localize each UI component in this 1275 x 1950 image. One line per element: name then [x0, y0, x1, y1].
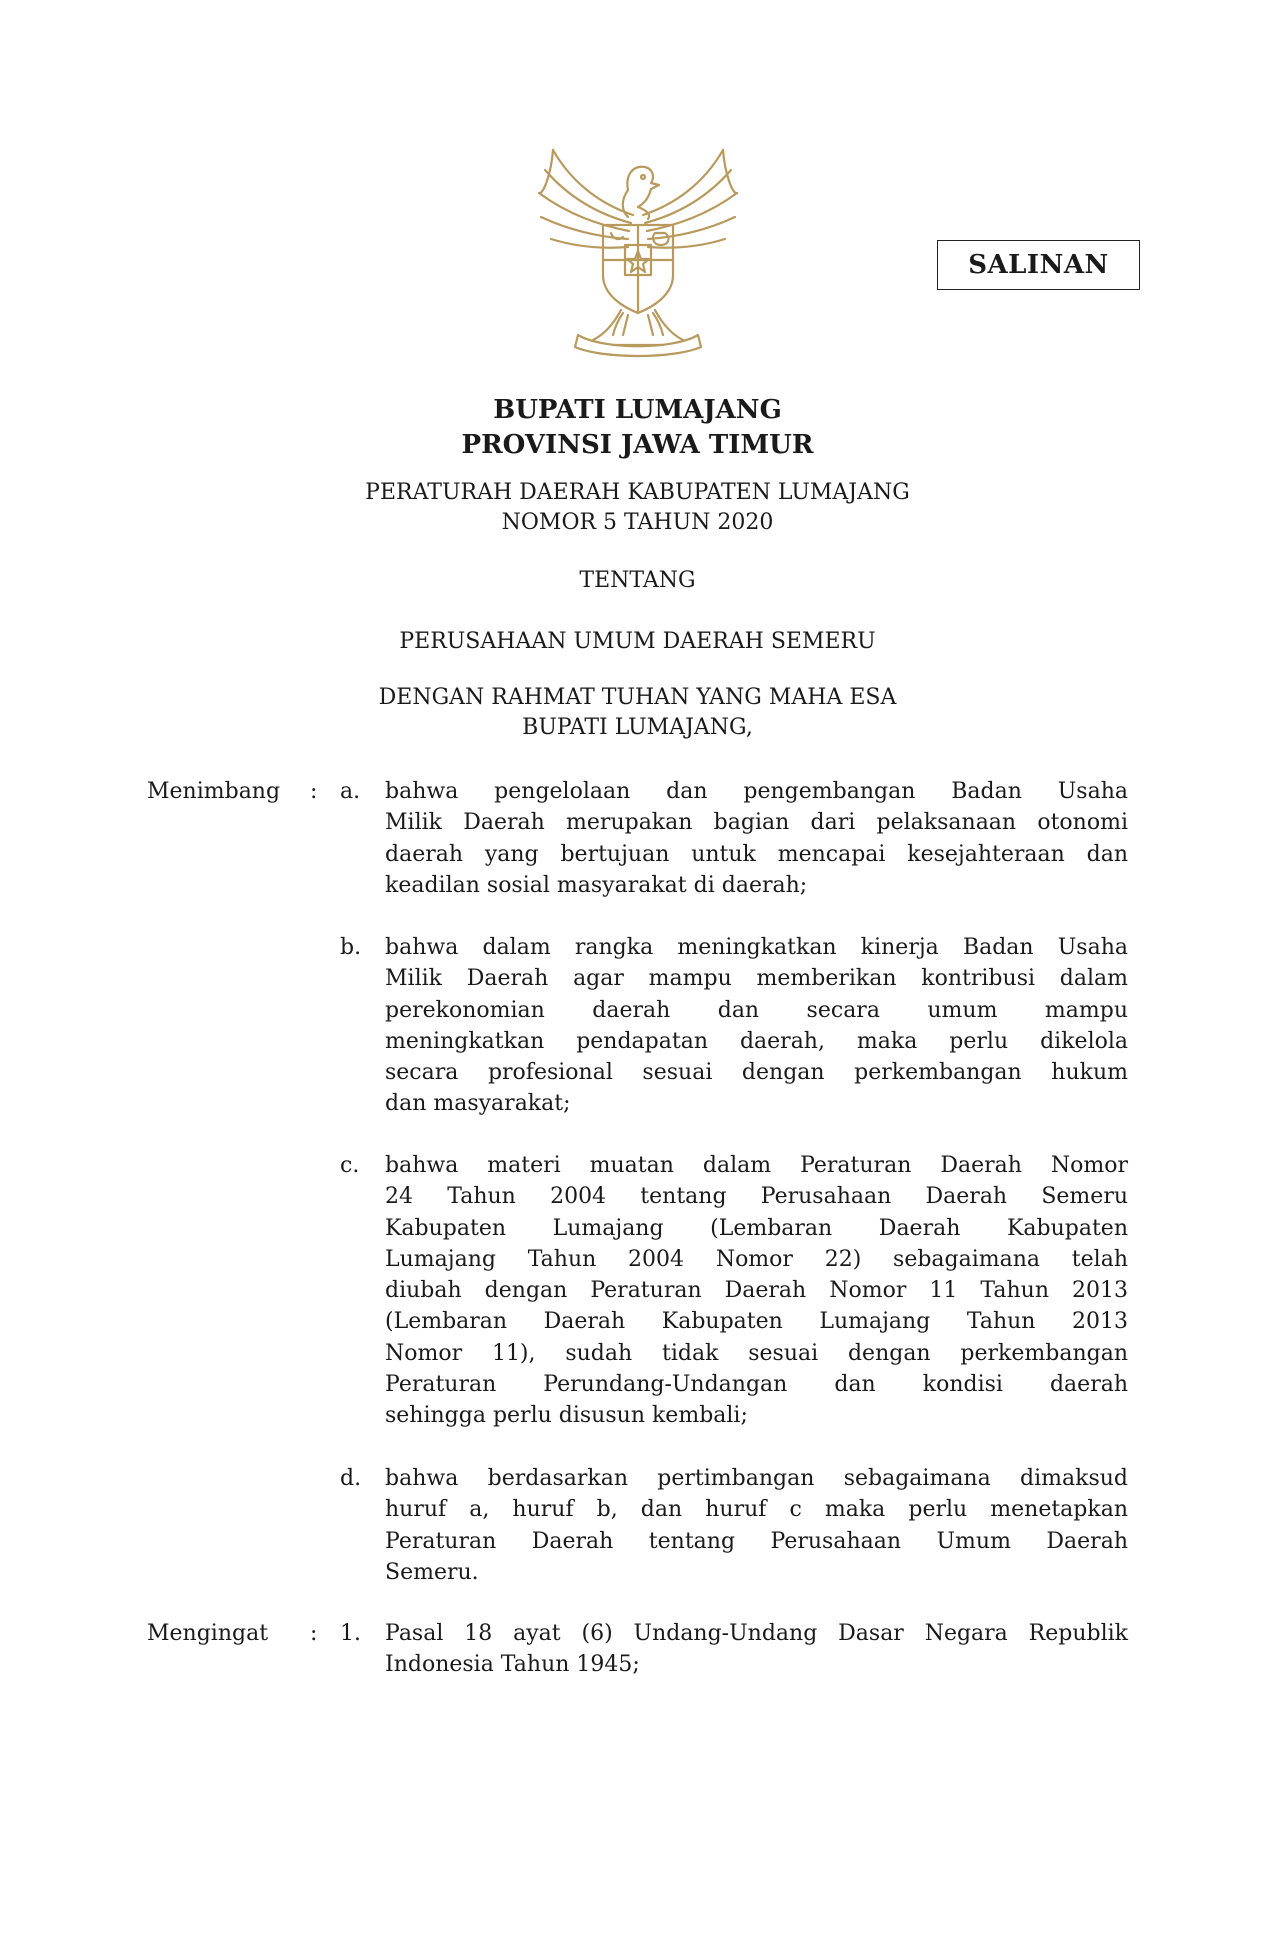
paragraph-line: bahwa materi muatan dalam Peraturan Daerah Nomor	[385, 1153, 1128, 1178]
paragraph-line: daerah yang bertujuan untuk mencapai kesejahteraan dan	[385, 841, 1128, 867]
menimbang-item-c	[385, 1150, 1128, 1432]
paragraph-line: meningkatkan pendapatan daerah, maka perlu dikelola	[385, 1028, 1128, 1054]
paragraph-line: Indonesia Tahun 1945;	[385, 1652, 640, 1678]
garuda-emblem-icon	[533, 145, 743, 365]
paragraph-line: Peraturan Daerah tentang Perusahaan Umum Daerah	[385, 1528, 1128, 1554]
paragraph-line: Pasal 18 ayat (6) Undang-Undang Dasar Negara Republik	[385, 1621, 1128, 1646]
mengingat-label: Mengingat	[147, 1621, 269, 1646]
paragraph-line: keadilan sosial masyarakat di daerah;	[385, 872, 808, 898]
menimbang-marker-b: b.	[340, 935, 362, 960]
menimbang-item-d	[385, 1463, 1128, 1588]
paragraph-line: Nomor 11), sudah tidak sesuai dengan perkembangan	[385, 1340, 1128, 1366]
page-title-line2: PROVINSI JAWA TIMUR	[461, 430, 814, 460]
paragraph-line: bahwa pengelolaan dan pengembangan Badan Usaha	[385, 779, 1128, 804]
paragraph-line: dan masyarakat;	[385, 1091, 571, 1117]
paragraph-line: 24 Tahun 2004 tentang Perusahaan Daerah Semeru	[385, 1184, 1128, 1210]
regulation-subject: PERUSAHAAN UMUM DAERAH SEMERU	[399, 629, 876, 654]
menimbang-marker-a: a.	[340, 779, 361, 804]
about-label: TENTANG	[579, 568, 696, 593]
paragraph-line: bahwa berdasarkan pertimbangan sebagaimana dimaksud	[385, 1466, 1128, 1491]
menimbang-label: Menimbang	[147, 779, 281, 804]
preamble-line2: BUPATI LUMAJANG,	[522, 715, 753, 740]
menimbang-item-a	[385, 776, 1128, 901]
paragraph-line: bahwa dalam rangka meningkatkan kinerja Badan Usaha	[385, 935, 1128, 960]
menimbang-colon: :	[310, 779, 318, 804]
paragraph-line: diubah dengan Peraturan Daerah Nomor 11 Tahun 2013	[385, 1278, 1128, 1304]
paragraph-line: Lumajang Tahun 2004 Nomor 22) sebagaimana telah	[385, 1246, 1128, 1272]
salinan-stamp: SALINAN	[937, 240, 1140, 290]
paragraph-line: secara profesional sesuai dengan perkembangan hukum	[385, 1060, 1128, 1086]
paragraph-line: (Lembaran Daerah Kabupaten Lumajang Tahun 2013	[385, 1309, 1128, 1335]
regulation-title-line2: NOMOR 5 TAHUN 2020	[501, 510, 774, 535]
menimbang-item-b	[385, 932, 1128, 1120]
mengingat-item-1	[385, 1618, 1128, 1681]
paragraph-line: Semeru.	[385, 1559, 479, 1585]
preamble-line1: DENGAN RAHMAT TUHAN YANG MAHA ESA	[378, 685, 897, 710]
paragraph-line: perekonomian daerah dan secara umum mampu	[385, 997, 1128, 1023]
paragraph-line: Kabupaten Lumajang (Lembaran Daerah Kabupaten	[385, 1215, 1128, 1241]
paragraph-line: sehingga perlu disusun kembali;	[385, 1403, 748, 1429]
paragraph-line: Milik Daerah agar mampu memberikan kontribusi dalam	[385, 966, 1128, 992]
mengingat-colon: :	[310, 1621, 318, 1646]
menimbang-marker-d: d.	[340, 1466, 362, 1491]
menimbang-marker-c: c.	[340, 1153, 360, 1178]
regulation-title-line1: PERATURAH DAERAH KABUPATEN LUMAJANG	[365, 480, 910, 505]
mengingat-marker-1: 1.	[340, 1621, 361, 1646]
page-title-line1: BUPATI LUMAJANG	[493, 395, 782, 425]
paragraph-line: huruf a, huruf b, dan huruf c maka perlu menetapkan	[385, 1497, 1128, 1523]
paragraph-line: Milik Daerah merupakan bagian dari pelaksanaan otonomi	[385, 810, 1128, 836]
paragraph-line: Peraturan Perundang-Undangan dan kondisi daerah	[385, 1372, 1128, 1398]
